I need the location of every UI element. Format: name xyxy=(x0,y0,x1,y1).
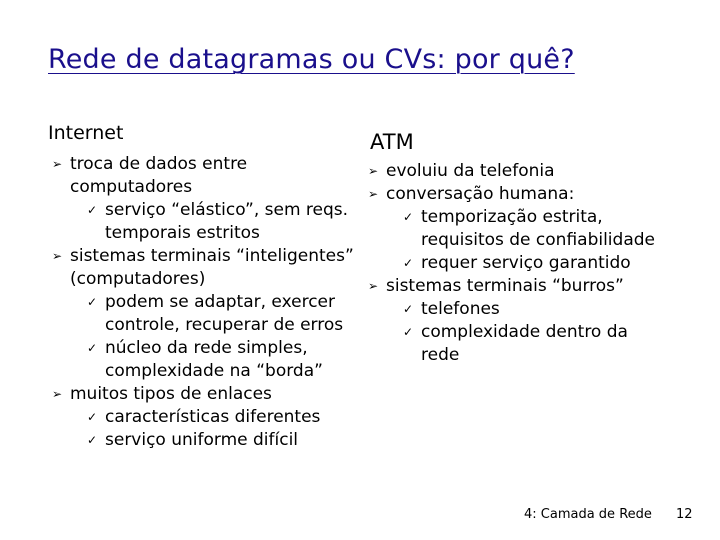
arrowhead-icon: ➢ xyxy=(52,387,63,401)
internet-heading: Internet xyxy=(48,122,124,144)
list-item: ✓ complexidade dentro da rede xyxy=(403,322,628,365)
checkmark-icon: ✓ xyxy=(87,433,98,447)
list-item: ➢ conversação humana: ✓ temporização estrita, requisitos de confiabilidade ✓ requer serviço garantido xyxy=(368,183,668,275)
internet-column xyxy=(52,153,362,452)
arrowhead-icon: ➢ xyxy=(368,187,379,201)
slide-title: Rede de datagramas ou CVs: por quê? xyxy=(48,44,575,75)
checkmark-icon: ✓ xyxy=(403,325,414,339)
arrowhead-icon: ➢ xyxy=(368,279,379,293)
footer-chapter: 4: Camada de Rede xyxy=(524,507,652,522)
arrowhead-icon: ➢ xyxy=(52,157,63,171)
arrowhead-icon: ➢ xyxy=(368,164,379,178)
checkmark-icon: ✓ xyxy=(403,210,414,224)
list-item: ➢ sistemas terminais “inteligentes” (computadores) ✓ podem se adaptar, exercer controle, recuperar de erros ✓ núcleo da rede simples, complexidade na “borda” xyxy=(52,245,362,383)
checkmark-icon: ✓ xyxy=(87,410,98,424)
atm-heading: ATM xyxy=(370,130,414,154)
page-number: 12 xyxy=(676,507,693,522)
internet-list xyxy=(52,153,362,452)
list-item: ➢ evoluiu da telefonia xyxy=(368,161,555,181)
checkmark-icon: ✓ xyxy=(87,203,98,217)
list-item: ➢ troca de dados entre computadores ✓ serviço “elástico”, sem reqs. temporais estritos xyxy=(52,153,362,245)
list-item: ➢ muitos tipos de enlaces ✓ características diferentes ✓ serviço uniforme difícil xyxy=(52,383,362,452)
list-item: ✓ serviço uniforme difícil xyxy=(87,430,299,450)
atm-column xyxy=(368,160,668,367)
checkmark-icon: ✓ xyxy=(403,256,414,270)
list-item: ✓ características diferentes xyxy=(87,407,321,427)
list-item: ✓ serviço “elástico”, sem reqs. temporais estritos xyxy=(87,200,349,243)
checkmark-icon: ✓ xyxy=(403,302,414,316)
arrowhead-icon: ➢ xyxy=(52,249,63,263)
list-item: ✓ núcleo da rede simples, complexidade na “borda” xyxy=(87,338,323,381)
list-item: ✓ telefones xyxy=(403,299,500,319)
list-item: ➢ sistemas terminais “burros” ✓ telefones ✓ complexidade dentro da rede xyxy=(368,275,668,367)
list-item: ✓ temporização estrita, requisitos de confiabilidade xyxy=(403,207,655,250)
list-item: ✓ requer serviço garantido xyxy=(403,253,631,273)
list-item: ✓ podem se adaptar, exercer controle, recuperar de erros xyxy=(87,292,344,335)
checkmark-icon: ✓ xyxy=(87,295,98,309)
atm-list xyxy=(368,160,668,367)
checkmark-icon: ✓ xyxy=(87,341,98,355)
